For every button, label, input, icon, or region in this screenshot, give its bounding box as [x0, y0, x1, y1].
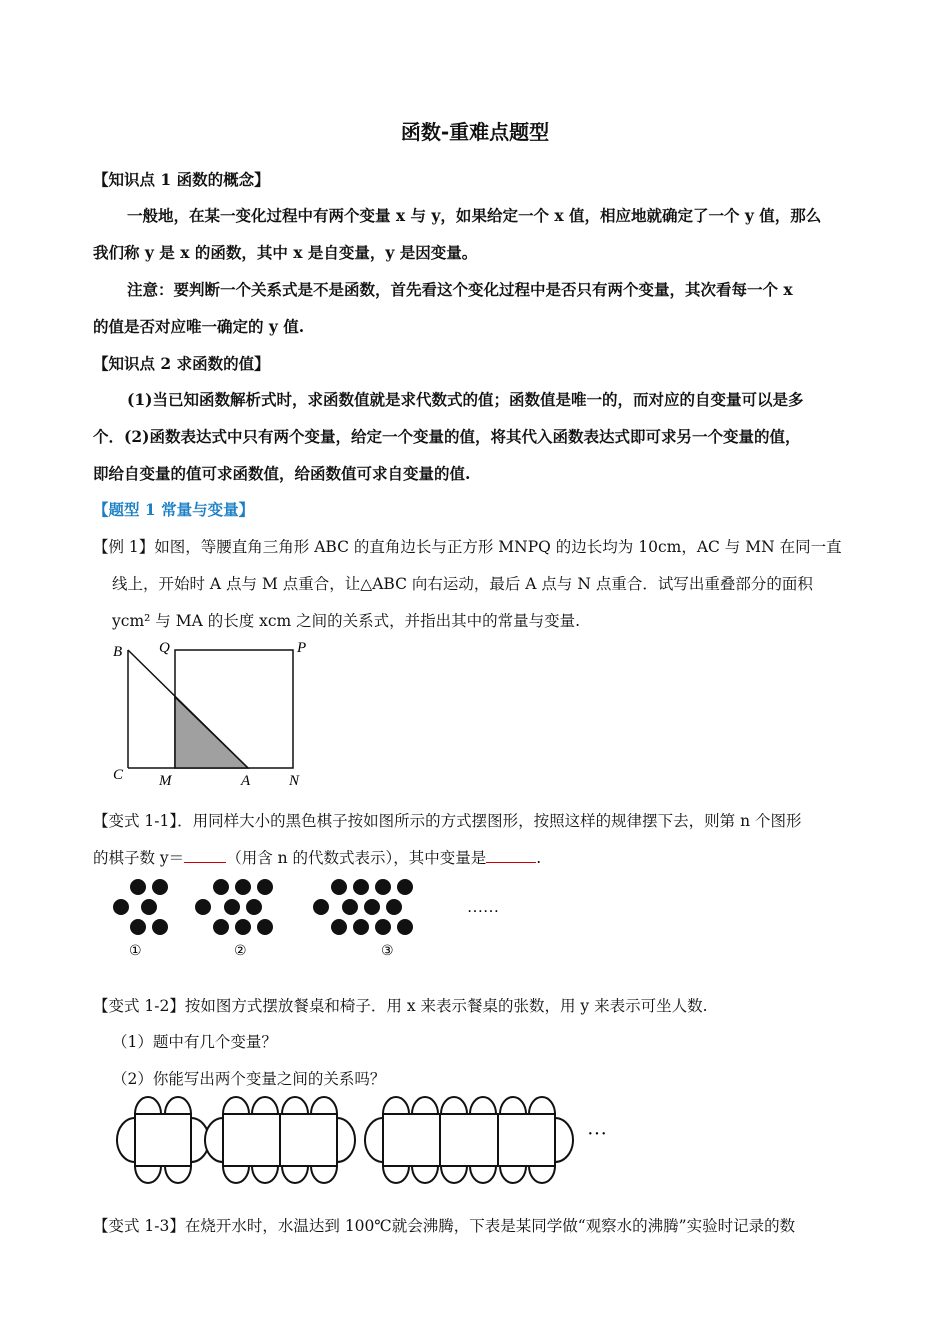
kp2-para1: (1)当已知函数解析式时，求函数值就是求代数式的值；函数值是唯一的，而对应的自变量可以是多 [127, 390, 804, 409]
label-Q: Q [159, 640, 170, 656]
variant1-1-line2 [93, 846, 541, 868]
label-fig-3: ③ [381, 943, 394, 959]
ellipsis-dots: …… [467, 899, 499, 916]
variant1-2-q2: （2）你能写出两个变量之间的关系吗？ [112, 1070, 386, 1088]
kp2-heading: 【知识点 2 求函数的值】 [93, 354, 270, 373]
kp1-para1b: 我们称 y 是 x 的函数，其中 x 是自变量，y 是因变量。 [93, 243, 478, 262]
v11-text-b: （用含 n 的代数式表示），其中变量是 [226, 849, 487, 867]
label-fig-1: ① [129, 943, 142, 959]
example1-line3: ycm² 与 MA 的长度 xcm 之间的关系式，并指出其中的常量与变量. [112, 612, 581, 630]
kp1-para1a: 一般地，在某一变化过程中有两个变量 x 与 y，如果给定一个 x 值，相应地就确定了一个 y 值，那么 [127, 206, 822, 225]
label-B: B [113, 644, 123, 660]
example1-line1: 【例 1】如图，等腰直角三角形 ABC 的直角边长与正方形 MNPQ 的边长均为 10cm，AC 与 MN 在同一直 [93, 538, 842, 556]
label-M: M [159, 773, 172, 789]
triangle-square-figure [105, 636, 325, 792]
kp1-note-b: 的值是否对应唯一确定的 y 值. [93, 317, 305, 336]
label-A: A [241, 773, 251, 789]
label-fig-2: ② [234, 943, 247, 959]
kp1-heading: 【知识点 1 函数的概念】 [93, 170, 270, 189]
variant1-2-q1: （1）题中有几个变量？ [112, 1033, 277, 1051]
kp2-para3: 即给自变量的值可求函数值，给函数值可求自变量的值. [93, 464, 471, 483]
variant1-3-line1: 【变式 1-3】在烧开水时，水温达到 100℃就会沸腾，下表是某同学做“观察水的沸腾”实验时记录的数 [93, 1217, 796, 1235]
kp2-para2: 个．(2)函数表达式中只有两个变量，给定一个变量的值，将其代入函数表达式即可求另一个变量的值， [93, 427, 801, 446]
answer-blank-1[interactable] [184, 850, 226, 863]
ellipsis-dots-2: ··· [587, 1123, 607, 1145]
label-P: P [297, 640, 307, 656]
label-N: N [289, 773, 300, 789]
label-C: C [113, 767, 124, 783]
type1-heading: 【题型 1 常量与变量】 [93, 500, 255, 519]
kp1-note-a: 注意：要判断一个关系式是不是函数，首先看这个变化过程中是否只有两个变量，其次看每一个 x [127, 280, 793, 299]
example1-line2: 线上，开始时 A 点与 M 点重合，让△ABC 向右运动，最后 A 点与 N 点重合．试写出重叠部分的面积 [112, 575, 813, 593]
page-title: 函数-重难点题型 [400, 120, 550, 144]
v11-text-c: . [536, 849, 542, 867]
v11-text-a: 的棋子数 y＝ [93, 849, 185, 867]
variant1-1-line1: 【变式 1-1】．用同样大小的黑色棋子按如图所示的方式摆图形，按照这样的规律摆下去，则第 n 个图形 [93, 812, 802, 830]
variant1-2-line1: 【变式 1-2】按如图方式摆放餐桌和椅子．用 x 来表示餐桌的张数，用 y 来表示可坐人数. [93, 997, 708, 1015]
chess-pattern-figure [105, 874, 525, 964]
tables-chairs-figure [105, 1094, 635, 1186]
answer-blank-2[interactable] [486, 850, 536, 863]
